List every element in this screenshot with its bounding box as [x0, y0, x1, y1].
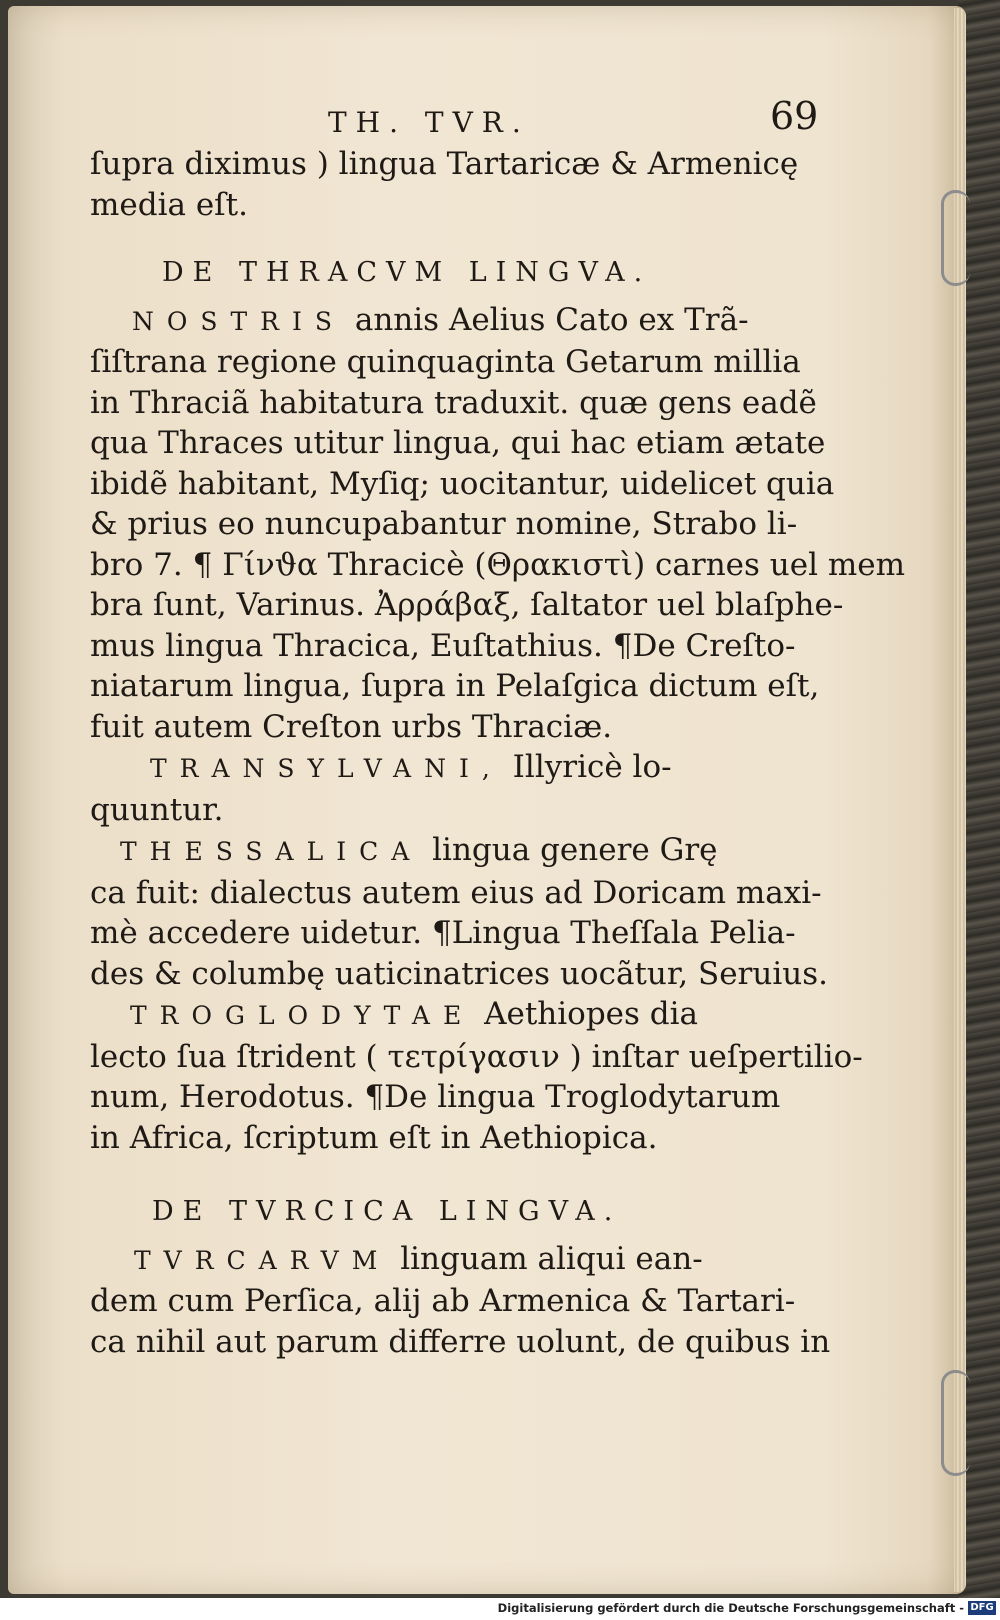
funding-credit: Digitalisierung gefördert durch die Deutsche Forschungsgemeinschaft - — [497, 1601, 964, 1615]
text-line: mè accedere uidetur. ¶Lingua Theſſala Pelia- — [90, 915, 796, 951]
section-heading: DE TVRCICA LINGVA. — [152, 1196, 622, 1227]
text-line: des & columbę uaticinatrices uocãtur, Seruius. — [90, 955, 828, 992]
opening-caps: THESSALICA — [120, 837, 423, 866]
text-line: ca nihil aut parum differre uolunt, de quibus in — [90, 1323, 831, 1360]
opening-caps: NOSTRIS — [132, 306, 345, 336]
digitization-footer — [0, 1598, 1000, 1620]
text-line: lecto ſua ſtrident ( τετρίγασιν ) inſtar ueſpertilio- — [90, 1038, 863, 1075]
text-line: num, Herodotus. ¶De lingua Troglodytarum — [90, 1079, 781, 1115]
opening-caps: TRANSYLVANI, — [150, 754, 503, 783]
text-line: ca fuit: dialectus autem eius ad Doricam maxi- — [90, 874, 822, 911]
opening-caps: TROGLODYTAE — [130, 1001, 475, 1030]
text-fragment: lingua genere Grę — [432, 832, 718, 868]
text-line — [90, 747, 790, 790]
text-fragment: linguam aliqui ean- — [400, 1240, 703, 1277]
dfg-logo-icon: DFG — [968, 1601, 996, 1615]
text-line: ſiſtrana regione quinquaginta Getarum millia — [90, 344, 801, 380]
text-fragment: Aethiopes dia — [484, 996, 699, 1032]
text-line: mus lingua Thracica, Euſtathius. ¶De Creſto- — [90, 627, 796, 664]
text-line: qua Thraces utitur lingua, qui hac etiam ætate — [90, 425, 826, 461]
text-line — [90, 1239, 790, 1282]
text-line: in Thraciã habitatura traduxit. quæ gens eadẽ — [90, 384, 817, 421]
text-line: fuit autem Creſton urbs Thraciæ. — [90, 708, 613, 745]
text-line: ibidẽ habitant, Myſiq; uocitantur, uidelicet quia — [90, 465, 835, 502]
opening-caps: TVRCARVM — [134, 1245, 391, 1275]
text-line: in Africa, ſcriptum eſt in Aethiopica. — [90, 1119, 658, 1156]
section-heading: DE THRACVM LINGVA. — [162, 257, 652, 288]
text-line: quuntur. — [90, 791, 224, 828]
text-line — [90, 300, 790, 343]
page-text — [90, 84, 905, 1362]
text-fragment: annis Aelius Cato ex Trã- — [354, 301, 749, 338]
text-line: niatarum lingua, ſupra in Pelaſgica dictum eſt, — [90, 668, 820, 704]
text-line: & prius eo nuncupabantur nomine, Strabo li- — [90, 506, 798, 542]
text-line: bra ſunt, Varinus. Ἀρράβαξ, ſaltator uel blaſphe- — [90, 587, 844, 623]
text-line: media eſt. — [90, 186, 248, 223]
text-line: dem cum Perſica, alij ab Armenica & Tartari- — [90, 1283, 796, 1319]
text-fragment: Illyricè lo- — [512, 749, 672, 785]
page-header — [90, 84, 819, 144]
text-line: ſupra diximus ) lingua Tartaricæ & Armenicę — [90, 146, 799, 182]
clip-top-icon — [941, 190, 970, 286]
text-line — [90, 830, 790, 873]
text-line: bro 7. ¶ Γίνϑα Thracicè (Θρακιστὶ) carnes uel mem — [90, 546, 905, 583]
clip-bottom-icon — [941, 1370, 970, 1476]
page-number: 69 — [770, 94, 819, 138]
text-line — [90, 994, 790, 1037]
running-head: TH. TVR. — [328, 106, 530, 139]
